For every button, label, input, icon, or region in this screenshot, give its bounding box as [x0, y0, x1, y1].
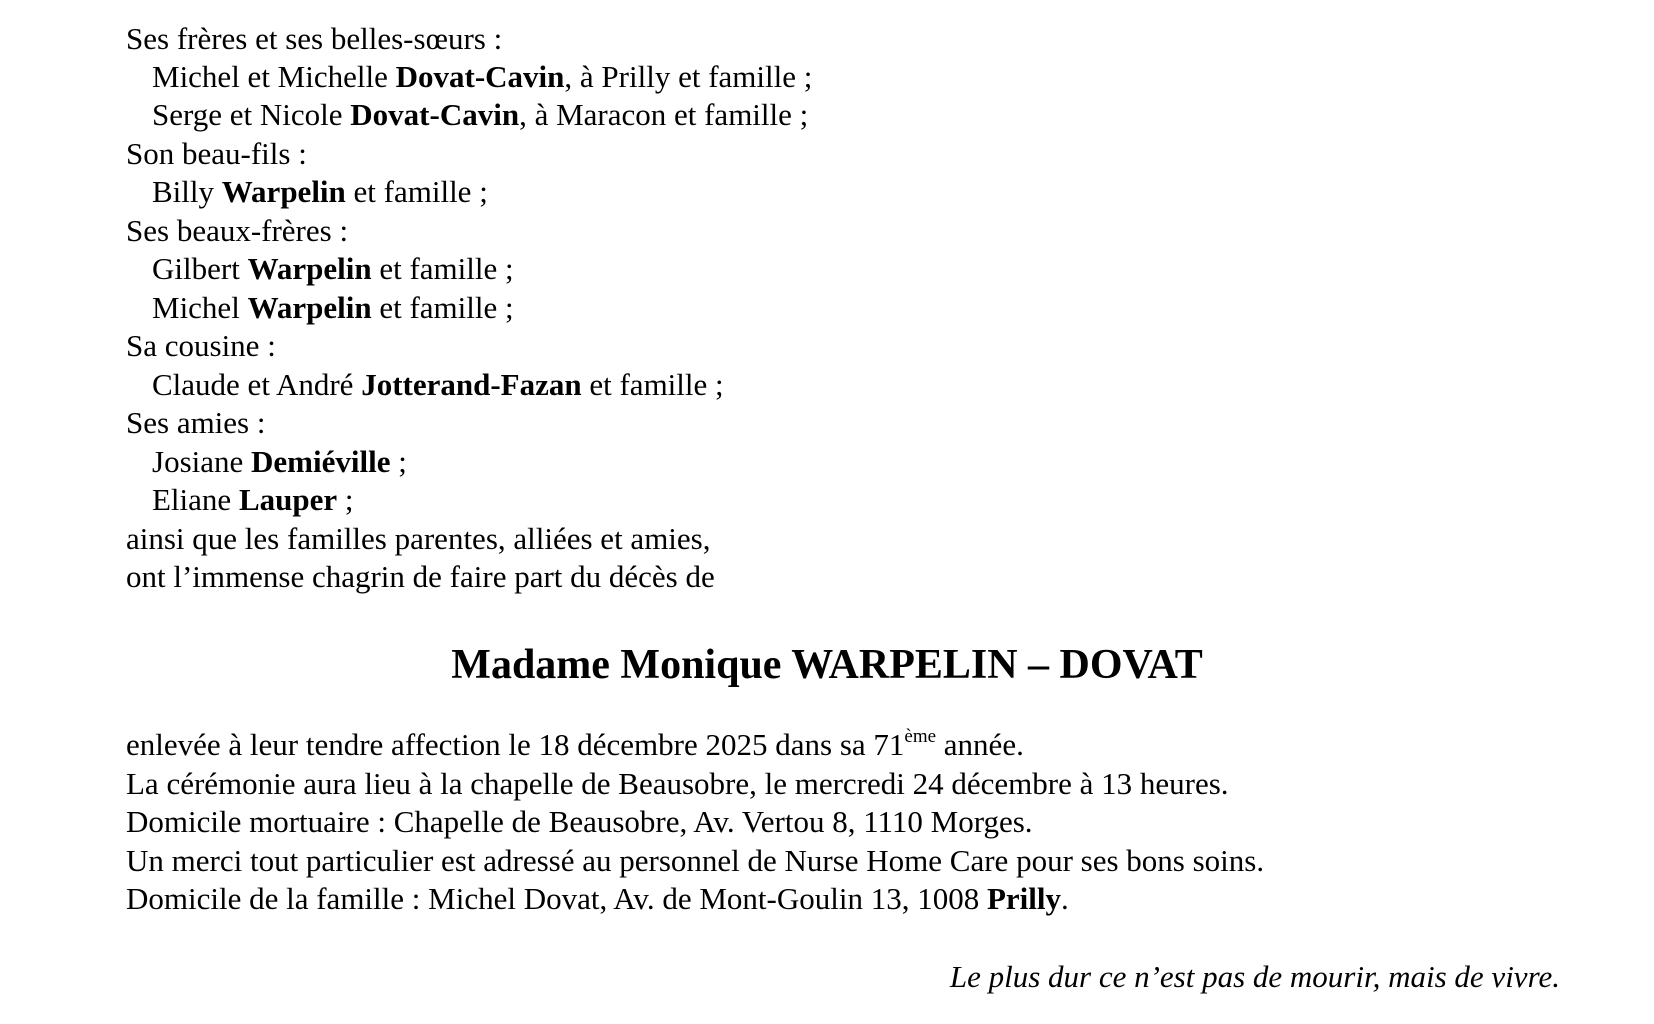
entry-surname: Dovat-Cavin: [395, 59, 565, 94]
entry-surname: Warpelin: [247, 290, 372, 325]
ceremony-line: La cérémonie aura lieu à la chapelle de Beausobre, le mercredi 24 décembre à 13 heures.: [126, 766, 1229, 801]
entry-given: Michel: [152, 290, 248, 325]
mortuary-line: Domicile mortuaire : Chapelle de Beausobre, Av. Vertou 8, 1110 Morges.: [126, 804, 1033, 839]
closing-line: ont l’immense chagrin de faire part du décès de: [126, 559, 715, 594]
entry-given: Gilbert: [152, 251, 248, 286]
family-entry: [152, 173, 488, 211]
family-entry: [152, 481, 354, 519]
deceased-name: Madame Monique WARPELIN – DOVAT: [451, 642, 1203, 688]
heading-brothers: Ses frères et ses belles-sœurs :: [126, 21, 503, 56]
family-home-city: Prilly: [986, 881, 1061, 916]
entry-rest: ;: [337, 482, 354, 517]
age-suffix: année.: [936, 727, 1024, 762]
age-superscript: ème: [904, 726, 937, 747]
entry-rest: , à Maracon et famille ;: [519, 97, 809, 132]
family-entry: [152, 289, 514, 327]
closing-quote: Le plus dur ce n’est pas de mourir, mais de vivre.: [949, 959, 1560, 994]
entry-given: Claude et André: [152, 367, 362, 402]
family-entry: [152, 443, 407, 481]
heading-brothers-in-law: Ses beaux-frères :: [126, 213, 349, 248]
entry-rest: , à Prilly et famille ;: [564, 59, 813, 94]
age-line: [126, 726, 1024, 764]
family-entry: [152, 58, 812, 96]
entry-given: Josiane: [152, 444, 252, 479]
closing-line: ainsi que les familles parentes, alliées et amies,: [126, 521, 711, 556]
entry-surname: Warpelin: [247, 251, 372, 286]
entry-given: Michel et Michelle: [152, 59, 396, 94]
family-entry: [152, 366, 724, 404]
heading-cousin: Sa cousine :: [126, 328, 276, 363]
family-entry: [152, 250, 514, 288]
entry-surname: Lauper: [238, 482, 338, 517]
entry-surname: Jotterand-Fazan: [361, 367, 582, 402]
entry-surname: Demiéville: [251, 444, 391, 479]
entry-given: Serge et Nicole: [152, 97, 351, 132]
entry-surname: Dovat-Cavin: [350, 97, 520, 132]
family-home-line: [126, 880, 1069, 918]
entry-given: Billy: [152, 174, 222, 209]
age-prefix: enlevée à leur tendre affection le 18 décembre 2025 dans sa 71: [126, 727, 905, 762]
thanks-line: Un merci tout particulier est adressé au personnel de Nurse Home Care pour ses bons soins.: [126, 843, 1265, 878]
entry-rest: et famille ;: [581, 367, 724, 402]
entry-surname: Warpelin: [221, 174, 346, 209]
heading-stepson: Son beau-fils :: [126, 136, 307, 171]
entry-rest: et famille ;: [371, 251, 514, 286]
heading-friends: Ses amies :: [126, 405, 266, 440]
entry-rest: ;: [390, 444, 407, 479]
family-home-suffix: .: [1061, 881, 1069, 916]
entry-given: Eliane: [152, 482, 239, 517]
family-home-prefix: Domicile de la famille : Michel Dovat, Av. de Mont-Goulin 13, 1008: [126, 881, 987, 916]
entry-rest: et famille ;: [371, 290, 514, 325]
entry-rest: et famille ;: [345, 174, 488, 209]
family-entry: [152, 96, 808, 134]
